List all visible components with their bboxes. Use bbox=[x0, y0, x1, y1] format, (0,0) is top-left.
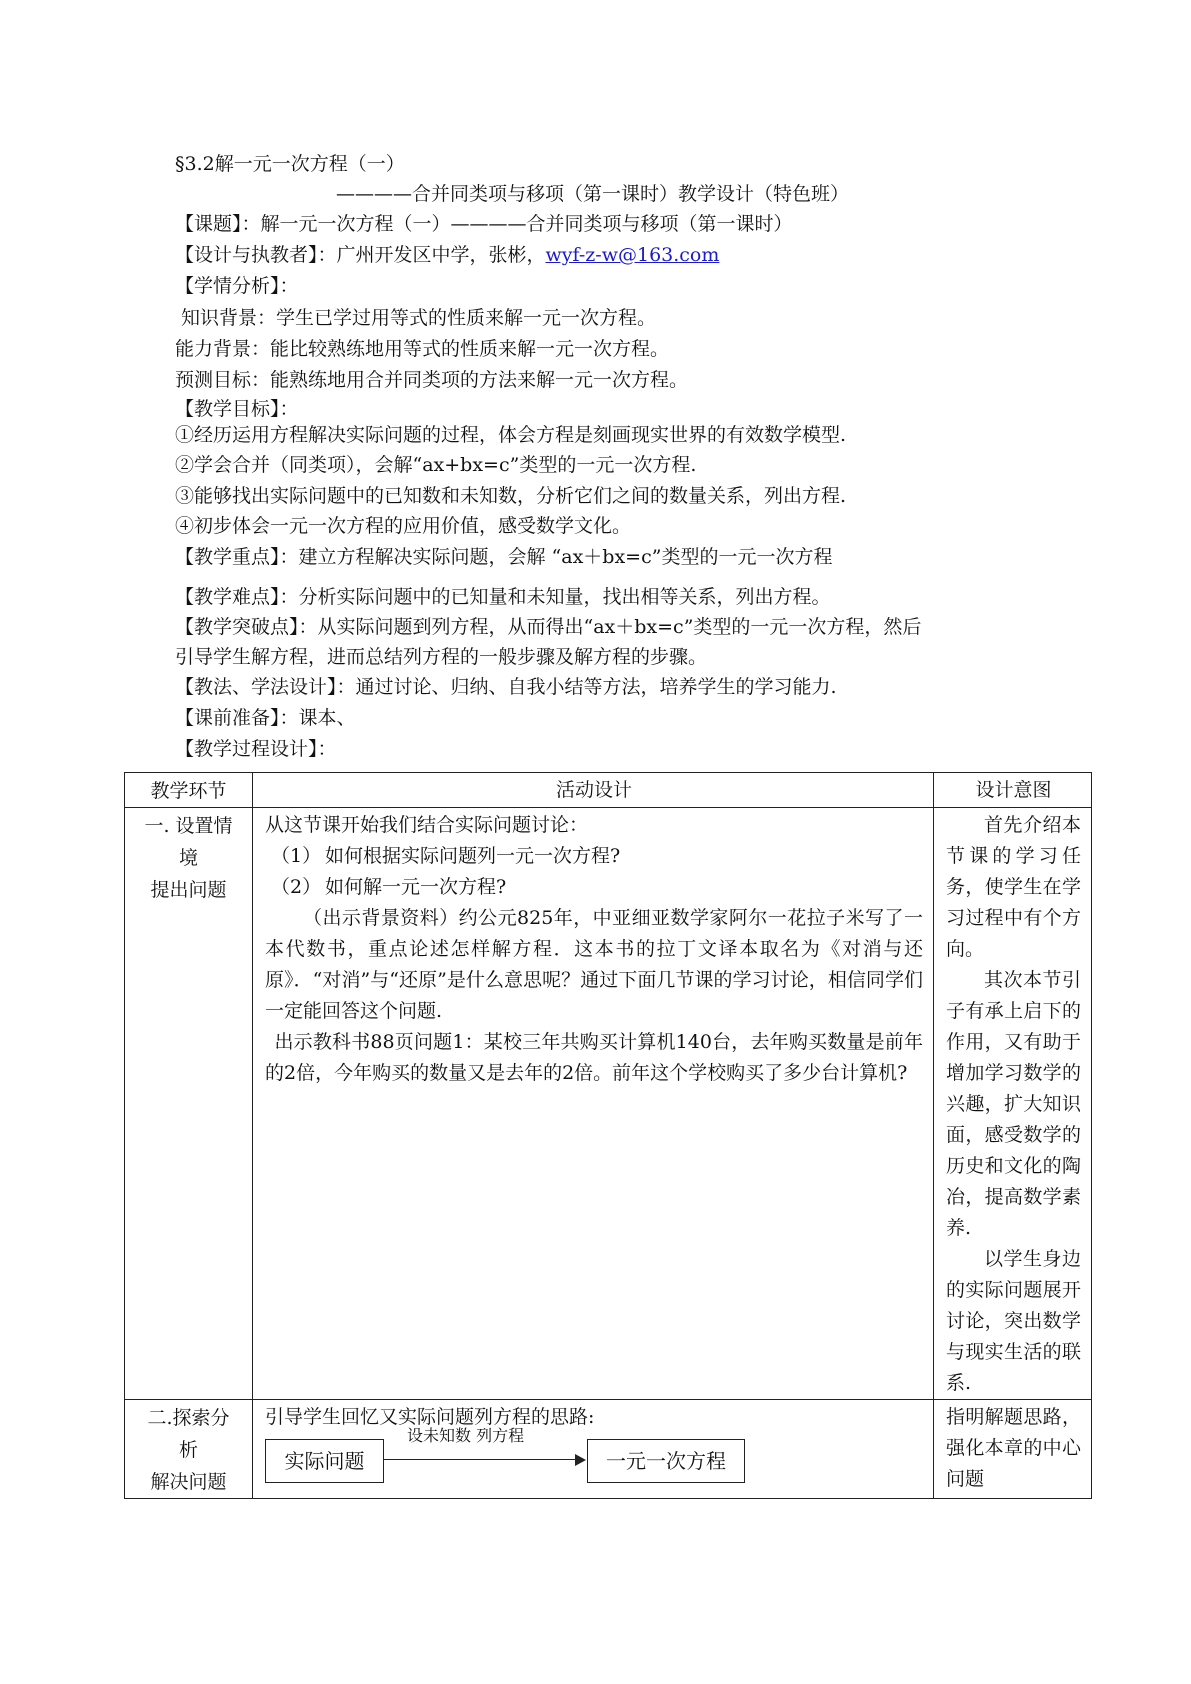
activity-intro: 引导学生回忆又实际问题列方程的思路: bbox=[265, 1406, 595, 1428]
ability-background: 能力背景：能比较熟练地用等式的性质来解一元一次方程。 bbox=[175, 338, 670, 360]
stage-line: 一. 设置情 bbox=[144, 815, 233, 837]
stage-line: 解决问题 bbox=[150, 1471, 227, 1493]
breakthrough-line-2: 引导学生解方程，进而总结列方程的一般步骤及解方程的步骤。 bbox=[175, 646, 708, 668]
breakthrough-line-1: 【教学突破点】：从实际问题到列方程，从而得出“ax＋bx=c”类型的一元一次方程，然后 bbox=[175, 616, 922, 638]
designer-line bbox=[175, 241, 719, 269]
prediction-goal: 预测目标：能熟练地用合并同类项的方法来解一元一次方程。 bbox=[175, 369, 689, 391]
stage-line: 境 bbox=[178, 847, 198, 869]
table-header-row bbox=[125, 773, 1092, 808]
table-row bbox=[125, 808, 1092, 1400]
stage-line: 析 bbox=[178, 1439, 198, 1461]
goal-item: ③能够找出实际问题中的已知数和未知数，分析它们之间的数量关系，列出方程. bbox=[175, 485, 847, 507]
method: 【教法、学法设计】：通过讨论、归纳、自我小结等方法，培养学生的学习能力. bbox=[175, 676, 837, 698]
key-point: 【教学重点】：建立方程解决实际问题，会解 “ax＋bx=c”类型的一元一次方程 bbox=[175, 546, 833, 568]
designer-email-link[interactable]: wyf-z-w@163.com bbox=[545, 244, 720, 266]
intent-paragraph: 指明解题思路，强化本章的中心问题 bbox=[946, 1406, 1081, 1490]
header-stage: 教学环节 bbox=[125, 773, 253, 808]
flow-arrow-line bbox=[384, 1459, 576, 1460]
intent-paragraph: 以学生身边的实际问题展开讨论，突出数学与现实生活的联系. bbox=[946, 1248, 1081, 1394]
header-intent: 设计意图 bbox=[934, 773, 1092, 808]
stage-line: 提出问题 bbox=[150, 879, 227, 901]
intent-paragraph: 首先介绍本节课的学习任务，使学生在学习过程中有个方向。 bbox=[946, 814, 1081, 960]
header-activity: 活动设计 bbox=[253, 773, 934, 808]
activity-cell bbox=[253, 1400, 934, 1499]
question-number: （1） bbox=[271, 845, 322, 867]
document-subtitle: ————合并同类项与移项（第一课时）教学设计（特色班） bbox=[336, 183, 850, 205]
analysis-heading: 【学情分析】： bbox=[175, 275, 299, 297]
intent-cell bbox=[934, 808, 1092, 1400]
activity-intro: 从这节课开始我们结合实际问题讨论： bbox=[265, 814, 589, 836]
question-item bbox=[265, 872, 923, 903]
stage-line: 二.探索分 bbox=[147, 1407, 230, 1429]
table-row bbox=[125, 1400, 1092, 1499]
stage-cell bbox=[125, 808, 253, 1400]
topic-line: 【课题】：解一元一次方程（一）————合并同类项与移项（第一课时） bbox=[175, 213, 793, 235]
knowledge-background: 知识背景：学生已学过用等式的性质来解一元一次方程。 bbox=[181, 307, 657, 329]
question-item bbox=[265, 841, 923, 872]
preparation: 【课前准备】：课本、 bbox=[175, 707, 356, 729]
goal-item: ②学会合并（同类项），会解“ax+bx=c”类型的一元一次方程. bbox=[175, 454, 697, 476]
arrow-right-icon bbox=[575, 1454, 586, 1466]
flow-diagram bbox=[265, 1426, 923, 1491]
flow-box-linear-equation: 一元一次方程 bbox=[587, 1439, 745, 1483]
difficulty: 【教学难点】：分析实际问题中的已知量和未知量，找出相等关系，列出方程。 bbox=[175, 586, 831, 608]
teaching-process-table bbox=[124, 772, 1092, 1499]
flow-arrow-label: 设未知数 列方程 bbox=[407, 1426, 525, 1445]
flow-box-actual-problem: 实际问题 bbox=[265, 1439, 384, 1483]
intent-cell bbox=[934, 1400, 1092, 1499]
document-title: §3.2解一元一次方程（一） bbox=[175, 153, 405, 175]
goals-heading: 【教学目标】： bbox=[175, 398, 299, 420]
problem-paragraph: 出示教科书88页问题1：某校三年共购买计算机140台，去年购买数量是前年的2倍，今年购买的数量又是去年的2倍。前年这个学校购买了多少台计算机? bbox=[265, 1031, 923, 1084]
intent-paragraph: 其次本节引子有承上启下的作用，又有助于增加学习数学的兴趣，扩大知识面，感受数学的历史和文化的陶冶，提高数学素养. bbox=[946, 969, 1081, 1239]
designer-text: 【设计与执教者】：广州开发区中学，张彬， bbox=[175, 244, 546, 266]
question-text: 如何解一元一次方程? bbox=[325, 876, 507, 898]
stage-cell bbox=[125, 1400, 253, 1499]
activity-cell bbox=[253, 808, 934, 1400]
background-paragraph: （出示背景资料）约公元825年，中亚细亚数学家阿尔一花拉子米写了一本代数书，重点论述怎样解方程．这本书的拉丁文译本取名为《对消与还原》．“对消”与“还原”是什么意思呢？通过下面几节课的学习讨论，相信同学们一定能回答这个问题. bbox=[265, 907, 923, 1022]
process-heading: 【教学过程设计】： bbox=[175, 738, 337, 760]
question-text: 如何根据实际问题列一元一次方程? bbox=[325, 845, 621, 867]
goal-item: ④初步体会一元一次方程的应用价值，感受数学文化。 bbox=[175, 515, 632, 537]
question-number: （2） bbox=[271, 876, 322, 898]
goal-item: ①经历运用方程解决实际问题的过程，体会方程是刻画现实世界的有效数学模型. bbox=[175, 424, 847, 446]
